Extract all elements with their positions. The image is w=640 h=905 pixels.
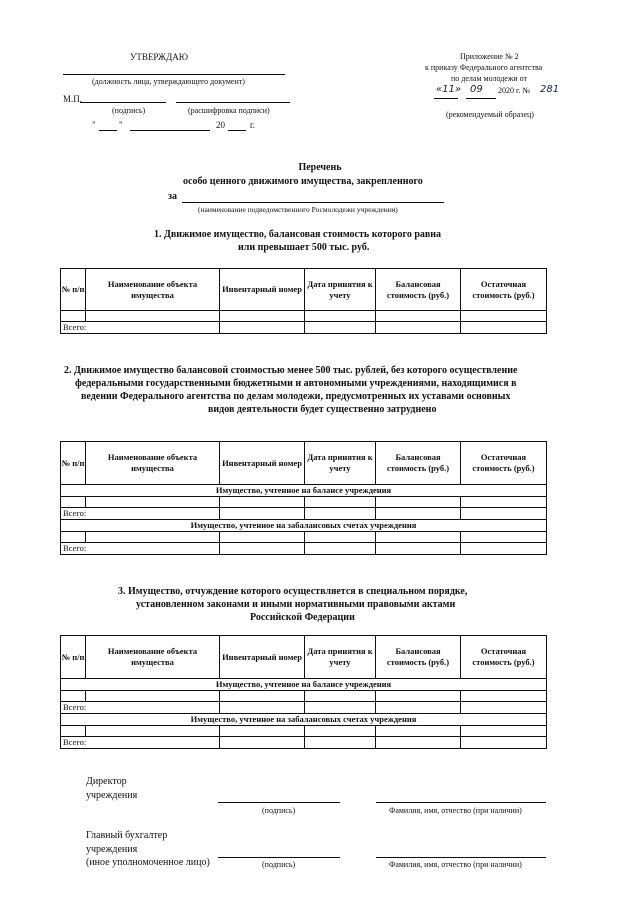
- col-inv-header: Инвентарный номер: [220, 636, 305, 679]
- year-line: [228, 130, 246, 131]
- title-line1: Перечень: [298, 162, 342, 173]
- col-num-header: № п/п: [61, 442, 86, 485]
- appendix-date-month: 09: [470, 84, 483, 95]
- col-name-header: Наименование объекта имущества: [86, 442, 220, 485]
- accountant-name-line: [376, 857, 546, 858]
- decoding-caption: (расшифровка подписи): [188, 106, 270, 115]
- appendix-line1: Приложение № 2: [460, 52, 519, 61]
- total-label: Всего:: [61, 737, 220, 749]
- table-total-row: [61, 543, 547, 555]
- title-org-line: [182, 202, 444, 203]
- col-date-header: Дата принятия к учету: [305, 442, 376, 485]
- date-quote-open: ": [92, 120, 96, 130]
- total-label: Всего:: [61, 543, 220, 555]
- col-name-header: Наименование объекта имущества: [86, 269, 220, 311]
- director-signature-caption: (подпись): [262, 806, 296, 815]
- accountant-line2: учреждения: [86, 844, 138, 855]
- table-section1: [60, 268, 547, 334]
- table-row: [61, 532, 547, 543]
- col-balance-header: Балансовая стоимость (руб.): [376, 442, 461, 485]
- director-line1: Директор: [86, 776, 127, 787]
- approval-title: УТВЕРЖДАЮ: [130, 52, 189, 62]
- appendix-day-underline: [434, 98, 458, 99]
- total-label: Всего:: [61, 508, 220, 520]
- section3-heading-line2: установленном законами и иными нормативными правовыми актами: [136, 599, 456, 610]
- col-balance-header: Балансовая стоимость (руб.): [376, 636, 461, 679]
- col-residual-header: Остаточная стоимость (руб.): [461, 269, 547, 311]
- signature-line: [80, 102, 166, 103]
- year-prefix: 20: [216, 120, 225, 130]
- appendix-month-underline: [466, 98, 496, 99]
- section3-heading-line3: Российской Федерации: [250, 612, 355, 623]
- table-header-row: [61, 269, 547, 311]
- table-total-row: [61, 737, 547, 749]
- col-num-header: № п/п: [61, 269, 86, 311]
- table-section2: [60, 441, 547, 555]
- table-subheader-row: [61, 485, 547, 497]
- appendix-date-day: «11»: [436, 84, 462, 95]
- section2-heading-line2: федеральными государственными бюджетными и автономными учреждениями, находящимися в: [75, 378, 517, 389]
- section1-heading-line2: или превышает 500 тыс. руб.: [238, 242, 370, 253]
- table-total-row: [61, 322, 547, 334]
- decoding-line: [176, 102, 290, 103]
- table-subheader-row: [61, 714, 547, 726]
- accountant-name-caption: Фамилия, имя, отчество (при наличии): [389, 860, 522, 869]
- appendix-date-year: 2020 г. №: [498, 86, 531, 95]
- title-za: за: [168, 191, 178, 202]
- on-balance-label: Имущество, учтенное на балансе учреждения: [61, 485, 547, 497]
- table-header-row: [61, 442, 547, 485]
- col-inv-header: Инвентарный номер: [220, 442, 305, 485]
- appendix-number: 281: [540, 84, 560, 95]
- table-total-row: [61, 508, 547, 520]
- accountant-line3: (иное уполномоченное лицо): [86, 857, 210, 868]
- title-line2: особо ценного движимого имущества, закрепленного: [183, 176, 423, 187]
- position-line: [63, 74, 285, 75]
- section1-heading-line1: 1. Движимое имущество, балансовая стоимость которого равна: [154, 229, 442, 240]
- director-signature-line: [218, 802, 340, 803]
- accountant-signature-line: [218, 857, 340, 858]
- accountant-line1: Главный бухгалтер: [86, 830, 168, 841]
- section2-heading-line1: 2. Движимое имущество балансовой стоимостью менее 500 тыс. рублей, без которого осуществление: [64, 365, 518, 376]
- table-row: [61, 691, 547, 702]
- col-date-header: Дата принятия к учету: [305, 636, 376, 679]
- table-header-row: [61, 636, 547, 679]
- section2-heading-line3: ведении Федерального агентства по делам молодежи, предусмотренных их уставами основных: [81, 391, 511, 402]
- table-total-row: [61, 702, 547, 714]
- off-balance-label: Имущество, учтенное на забалансовых счетах учреждения: [61, 520, 547, 532]
- appendix-recommended: (рекомендуемый образец): [446, 110, 534, 119]
- col-residual-header: Остаточная стоимость (руб.): [461, 636, 547, 679]
- month-line: [130, 130, 210, 131]
- director-name-caption: Фамилия, имя, отчество (при наличии): [389, 806, 522, 815]
- col-balance-header: Балансовая стоимость (руб.): [376, 269, 461, 311]
- table-row: [61, 311, 547, 322]
- col-inv-header: Инвентарный номер: [220, 269, 305, 311]
- total-label: Всего:: [61, 322, 220, 334]
- title-caption: (наименование подведомственного Росмолодежи учреждения): [198, 205, 398, 214]
- col-name-header: Наименование объекта имущества: [86, 636, 220, 679]
- date-quote-close: ": [119, 120, 123, 130]
- director-line2: учреждения: [86, 790, 138, 801]
- director-name-line: [376, 802, 546, 803]
- day-line: [99, 130, 117, 131]
- mp-label: М.П.: [63, 94, 83, 104]
- appendix-line3: по делам молодежи от: [451, 74, 528, 83]
- table-row: [61, 726, 547, 737]
- section3-heading-line1: 3. Имущество, отчуждение которого осуществляется в специальном порядке,: [118, 586, 468, 597]
- total-label: Всего:: [61, 702, 220, 714]
- year-suffix: г.: [250, 120, 255, 130]
- col-num-header: № п/п: [61, 636, 86, 679]
- on-balance-label: Имущество, учтенное на балансе учреждения: [61, 679, 547, 691]
- table-subheader-row: [61, 520, 547, 532]
- col-date-header: Дата принятия к учету: [305, 269, 376, 311]
- appendix-line2: к приказу Федерального агентства: [425, 63, 543, 72]
- table-row: [61, 497, 547, 508]
- signature-caption: (подпись): [112, 106, 146, 115]
- accountant-signature-caption: (подпись): [262, 860, 296, 869]
- table-subheader-row: [61, 679, 547, 691]
- section2-heading-line4: видов деятельности будет существенно затруднено: [208, 404, 437, 415]
- table-section3: [60, 635, 547, 749]
- position-caption: (должность лица, утверждающего документ): [92, 77, 245, 86]
- col-residual-header: Остаточная стоимость (руб.): [461, 442, 547, 485]
- off-balance-label: Имущество, учтенное на забалансовых счетах учреждения: [61, 714, 547, 726]
